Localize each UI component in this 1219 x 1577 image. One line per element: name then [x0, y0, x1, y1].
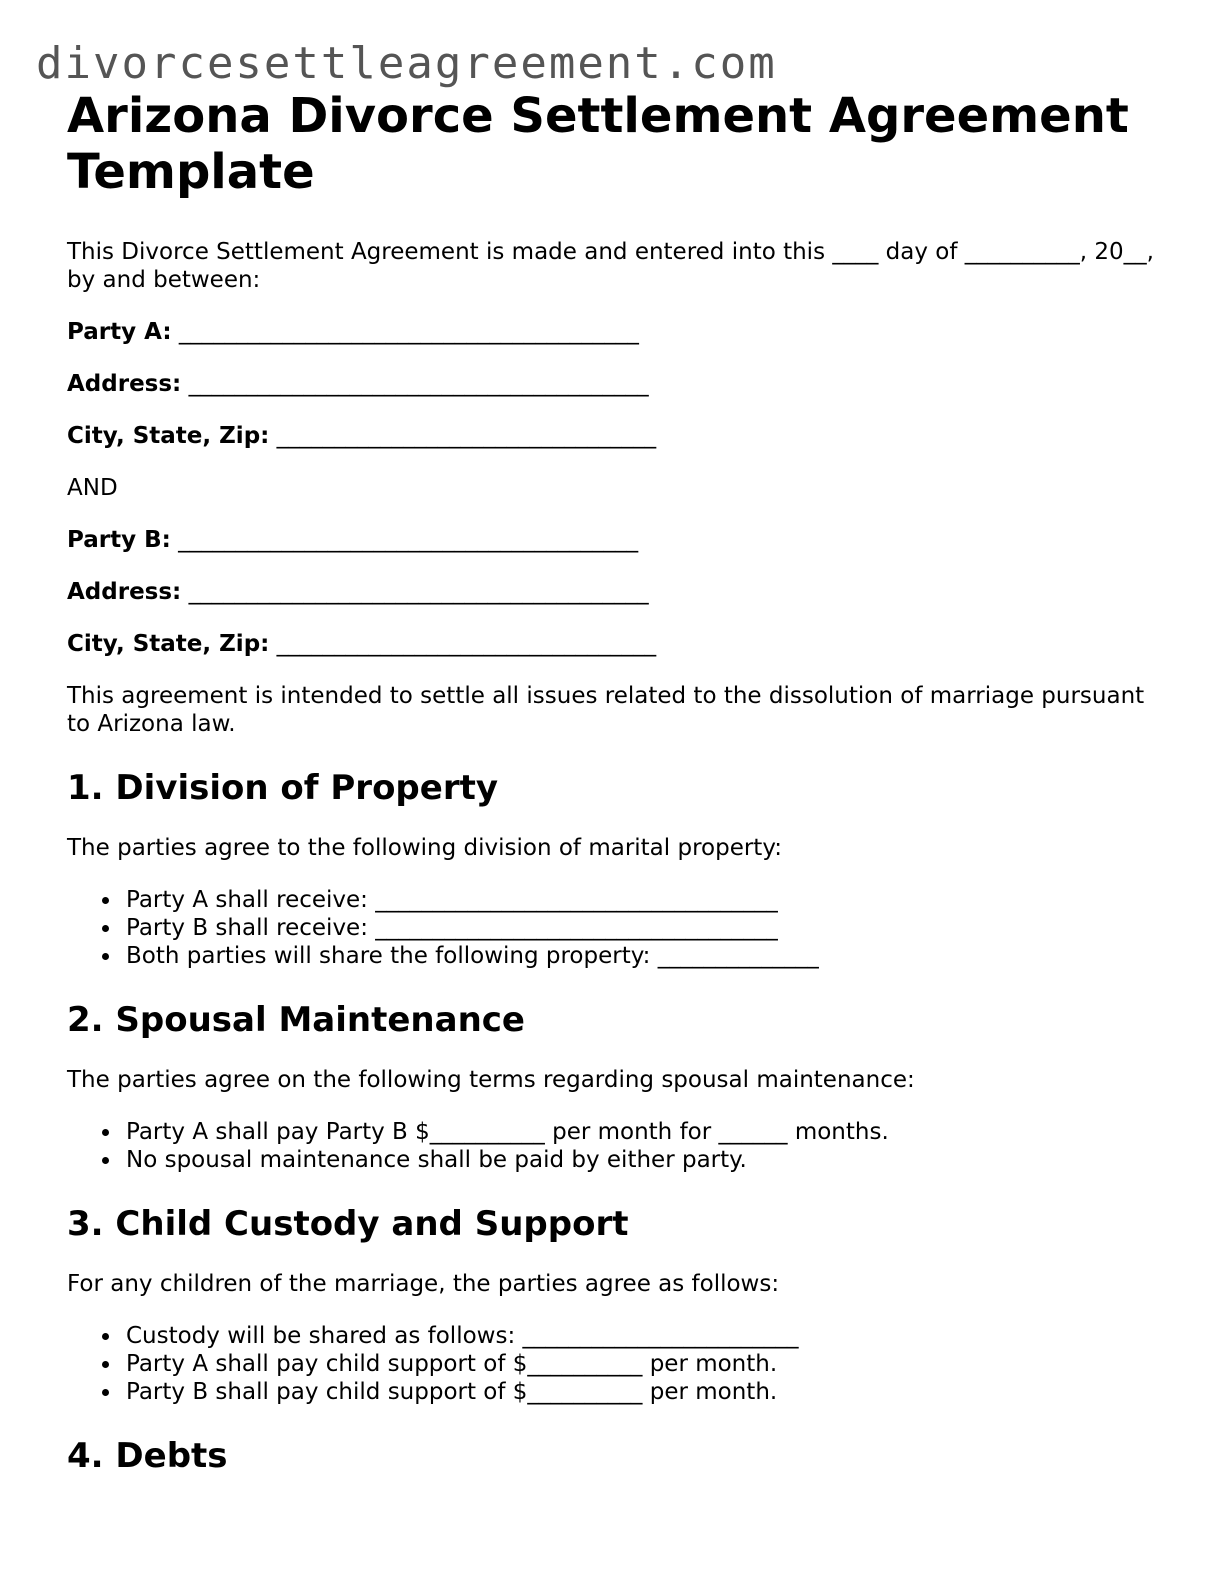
purpose-paragraph: This agreement is intended to settle all issues related to the dissolution of marriage pursuant to Arizona law.: [67, 683, 1145, 737]
party-a-city-label: City, State, Zip:: [67, 423, 270, 449]
party-b-address-blank[interactable]: ________________________________________: [188, 579, 649, 605]
section-heading-property: 1. Division of Property: [67, 768, 499, 808]
party-a-address-field: [67, 370, 1167, 398]
list-item: Both parties will share the following property: ______________: [126, 942, 1167, 970]
section-text-child: For any children of the marriage, the parties agree as follows:: [67, 1271, 780, 1297]
party-b-address-label: Address:: [67, 579, 182, 605]
section-text-property: The parties agree to the following division of marital property:: [67, 835, 783, 861]
party-a-city-field: [67, 422, 1167, 450]
list-item: No spousal maintenance shall be paid by either party.: [126, 1146, 1167, 1174]
party-b-city-field: [67, 630, 1167, 658]
list-item: Custody will be shared as follows: ________________________: [126, 1322, 1167, 1350]
watermark: divorcesettleagreement.com: [36, 38, 777, 89]
list-item: Party A shall pay child support of $__________ per month.: [126, 1350, 1167, 1378]
list-item: Party A shall receive: ___________________________________: [126, 886, 1167, 914]
party-a-address-blank[interactable]: ________________________________________: [188, 371, 649, 397]
list-item: Party B shall pay child support of $__________ per month.: [126, 1378, 1167, 1406]
party-b-city-blank[interactable]: _________________________________: [276, 631, 657, 657]
section-heading-spousal: 2. Spousal Maintenance: [67, 1000, 525, 1040]
party-b-name-blank[interactable]: ________________________________________: [178, 527, 639, 553]
document-page: [67, 88, 1167, 1476]
page-title: Arizona Divorce Settlement Agreement Template: [67, 88, 1129, 200]
party-a-address-label: Address:: [67, 371, 182, 397]
intro-paragraph: This Divorce Settlement Agreement is made and entered into this ____ day of __________, 20__, by and between:: [67, 239, 1154, 293]
and-separator: AND: [67, 475, 118, 501]
list-item: Party B shall receive: ___________________________________: [126, 914, 1167, 942]
party-b-address-field: [67, 578, 1167, 606]
section-text-spousal: The parties agree on the following terms regarding spousal maintenance:: [67, 1067, 915, 1093]
child-list: [67, 1322, 1167, 1406]
party-b-name-label: Party B:: [67, 527, 171, 553]
party-a-name-field: [67, 318, 1167, 346]
section-heading-child: 3. Child Custody and Support: [67, 1204, 629, 1244]
party-a-name-label: Party A:: [67, 319, 172, 345]
party-b-city-label: City, State, Zip:: [67, 631, 270, 657]
party-b-name-field: [67, 526, 1167, 554]
party-a-city-blank[interactable]: _________________________________: [276, 423, 657, 449]
spousal-list: [67, 1118, 1167, 1174]
property-list: [67, 886, 1167, 970]
section-heading-debts: 4. Debts: [67, 1436, 228, 1476]
list-item: Party A shall pay Party B $__________ per month for ______ months.: [126, 1118, 1167, 1146]
party-a-name-blank[interactable]: ________________________________________: [178, 319, 639, 345]
